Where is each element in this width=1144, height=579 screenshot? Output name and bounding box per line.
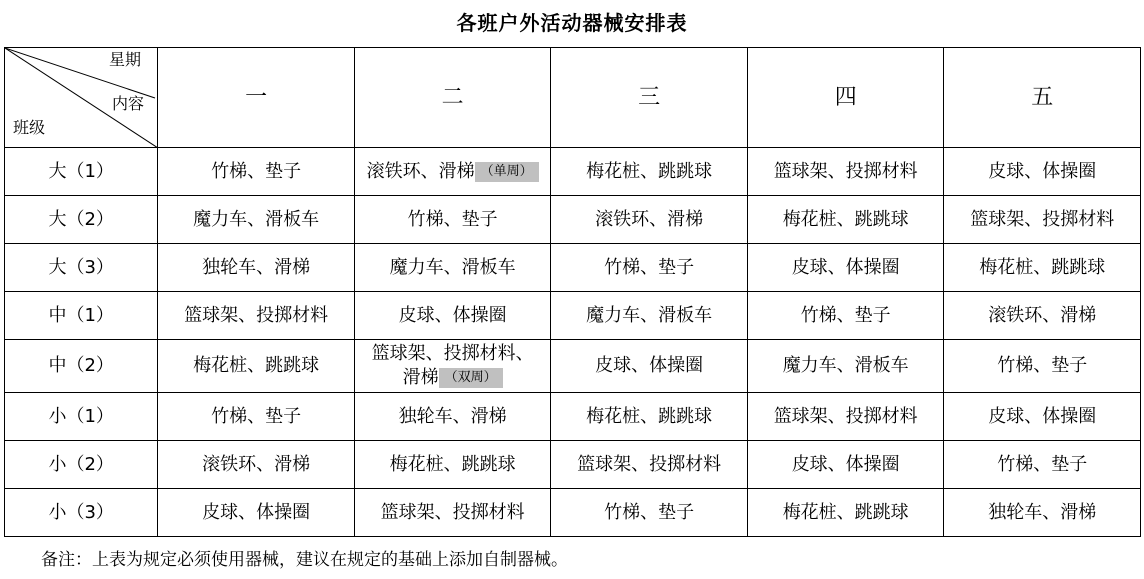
equipment-text: 魔力车、滑板车	[193, 208, 320, 230]
equipment-text: 竹梯、垫子	[604, 501, 695, 523]
equipment-cell	[551, 148, 748, 196]
equipment-cell	[944, 148, 1141, 196]
equipment-text: 皮球、体操圈	[202, 501, 311, 523]
equipment-cell	[354, 292, 551, 340]
equipment-cell	[551, 489, 748, 537]
equipment-cell	[158, 292, 355, 340]
equipment-cell	[158, 148, 355, 196]
equipment-cell	[158, 441, 355, 489]
class-name-cell: 大（1）	[5, 148, 158, 196]
table-row	[5, 196, 1141, 244]
equipment-text: 篮球架、投掷材料	[970, 208, 1115, 230]
class-name-cell: 大（3）	[5, 244, 158, 292]
equipment-cell	[354, 196, 551, 244]
equipment-text: 皮球、体操圈	[791, 453, 900, 475]
table-row	[5, 244, 1141, 292]
equipment-cell	[747, 393, 944, 441]
equipment-text: 竹梯、垫子	[211, 160, 302, 182]
table-row	[5, 489, 1141, 537]
day-header-2: 二	[354, 48, 551, 148]
class-name-cell: 小（1）	[5, 393, 158, 441]
equipment-cell	[944, 292, 1141, 340]
equipment-text: 皮球、体操圈	[595, 355, 704, 376]
equipment-text: 梅花桩、跳跳球	[782, 501, 909, 523]
content-axis-label: 内容	[112, 94, 145, 113]
equipment-cell	[551, 244, 748, 292]
equipment-cell	[354, 441, 551, 489]
equipment-cell	[158, 393, 355, 441]
week-tag: （单周）	[475, 162, 539, 182]
equipment-cell	[747, 489, 944, 537]
equipment-text: 竹梯、垫子	[997, 453, 1088, 475]
equipment-text: 滚铁环、滑梯	[202, 453, 311, 475]
class-name-cell: 中（2）	[5, 340, 158, 393]
equipment-text: 梅花桩、跳跳球	[586, 160, 713, 182]
equipment-text: 魔力车、滑板车	[782, 355, 909, 376]
equipment-cell	[551, 441, 748, 489]
table-row	[5, 292, 1141, 340]
equipment-cell	[944, 489, 1141, 537]
equipment-cell	[354, 393, 551, 441]
table-row	[5, 441, 1141, 489]
equipment-text: 梅花桩、跳跳球	[193, 355, 320, 376]
day-header-3: 三	[551, 48, 748, 148]
equipment-cell	[944, 441, 1141, 489]
equipment-cell	[551, 393, 748, 441]
equipment-cell	[158, 244, 355, 292]
table-row	[5, 393, 1141, 441]
equipment-cell	[354, 489, 551, 537]
equipment-text: 篮球架、投掷材料	[773, 160, 918, 182]
day-header-5: 五	[944, 48, 1141, 148]
equipment-cell	[551, 340, 748, 393]
equipment-cell	[354, 340, 551, 393]
equipment-text: 竹梯、垫子	[211, 405, 302, 427]
equipment-text: 魔力车、滑板车	[389, 256, 516, 278]
table-row	[5, 340, 1141, 393]
equipment-cell	[747, 441, 944, 489]
class-name-cell: 小（2）	[5, 441, 158, 489]
equipment-text: 皮球、体操圈	[988, 160, 1097, 182]
corner-header-cell	[5, 48, 158, 148]
equipment-cell	[551, 196, 748, 244]
equipment-text: 滚铁环、滑梯	[366, 160, 475, 182]
equipment-cell	[158, 196, 355, 244]
equipment-cell	[747, 196, 944, 244]
schedule-table	[4, 47, 1141, 537]
table-row	[5, 148, 1141, 196]
equipment-text: 皮球、体操圈	[791, 256, 900, 278]
equipment-text: 滚铁环、滑梯	[595, 208, 704, 230]
equipment-cell	[354, 148, 551, 196]
equipment-text: 皮球、体操圈	[398, 304, 507, 326]
equipment-cell	[747, 340, 944, 393]
equipment-text: 篮球架、投掷材料	[773, 405, 918, 427]
class-name-cell: 小（3）	[5, 489, 158, 537]
equipment-cell	[551, 292, 748, 340]
day-header-4: 四	[747, 48, 944, 148]
equipment-text: 竹梯、垫子	[604, 256, 695, 278]
class-axis-label: 班级	[13, 118, 46, 137]
day-header-1: 一	[158, 48, 355, 148]
equipment-text: 梅花桩、跳跳球	[979, 256, 1106, 278]
equipment-text: 独轮车、滑梯	[988, 501, 1097, 523]
header-row	[5, 48, 1141, 148]
equipment-text: 皮球、体操圈	[988, 405, 1097, 427]
equipment-cell	[944, 393, 1141, 441]
footnote: 备注：上表为规定必须使用器械，建议在规定的基础上添加自制器械。	[41, 550, 568, 570]
equipment-text: 梅花桩、跳跳球	[782, 208, 909, 230]
page-title: 各班户外活动器械安排表	[456, 11, 688, 35]
equipment-text: 魔力车、滑板车	[586, 304, 713, 326]
equipment-cell	[158, 340, 355, 393]
equipment-text: 独轮车、滑梯	[202, 256, 311, 278]
equipment-cell	[944, 196, 1141, 244]
equipment-text: 竹梯、垫子	[407, 208, 498, 230]
equipment-cell	[747, 148, 944, 196]
equipment-cell	[354, 244, 551, 292]
equipment-text: 竹梯、垫子	[800, 304, 891, 326]
equipment-text: 篮球架、投掷材料	[577, 453, 722, 475]
equipment-text: 竹梯、垫子	[997, 355, 1088, 376]
equipment-cell	[747, 292, 944, 340]
equipment-text: 独轮车、滑梯	[398, 405, 507, 427]
equipment-text-line2: 滑梯	[402, 367, 439, 388]
equipment-text: 篮球架、投掷材料、	[371, 343, 534, 364]
equipment-text: 梅花桩、跳跳球	[586, 405, 713, 427]
equipment-cell	[158, 489, 355, 537]
equipment-cell	[747, 244, 944, 292]
equipment-text: 篮球架、投掷材料	[184, 304, 329, 326]
equipment-text: 梅花桩、跳跳球	[389, 453, 516, 475]
equipment-text: 滚铁环、滑梯	[988, 304, 1097, 326]
equipment-cell	[944, 244, 1141, 292]
week-tag: （双周）	[439, 368, 503, 388]
class-name-cell: 中（1）	[5, 292, 158, 340]
weekday-axis-label: 星期	[109, 50, 142, 69]
equipment-text: 篮球架、投掷材料	[380, 501, 525, 523]
equipment-cell	[944, 340, 1141, 393]
class-name-cell: 大（2）	[5, 196, 158, 244]
